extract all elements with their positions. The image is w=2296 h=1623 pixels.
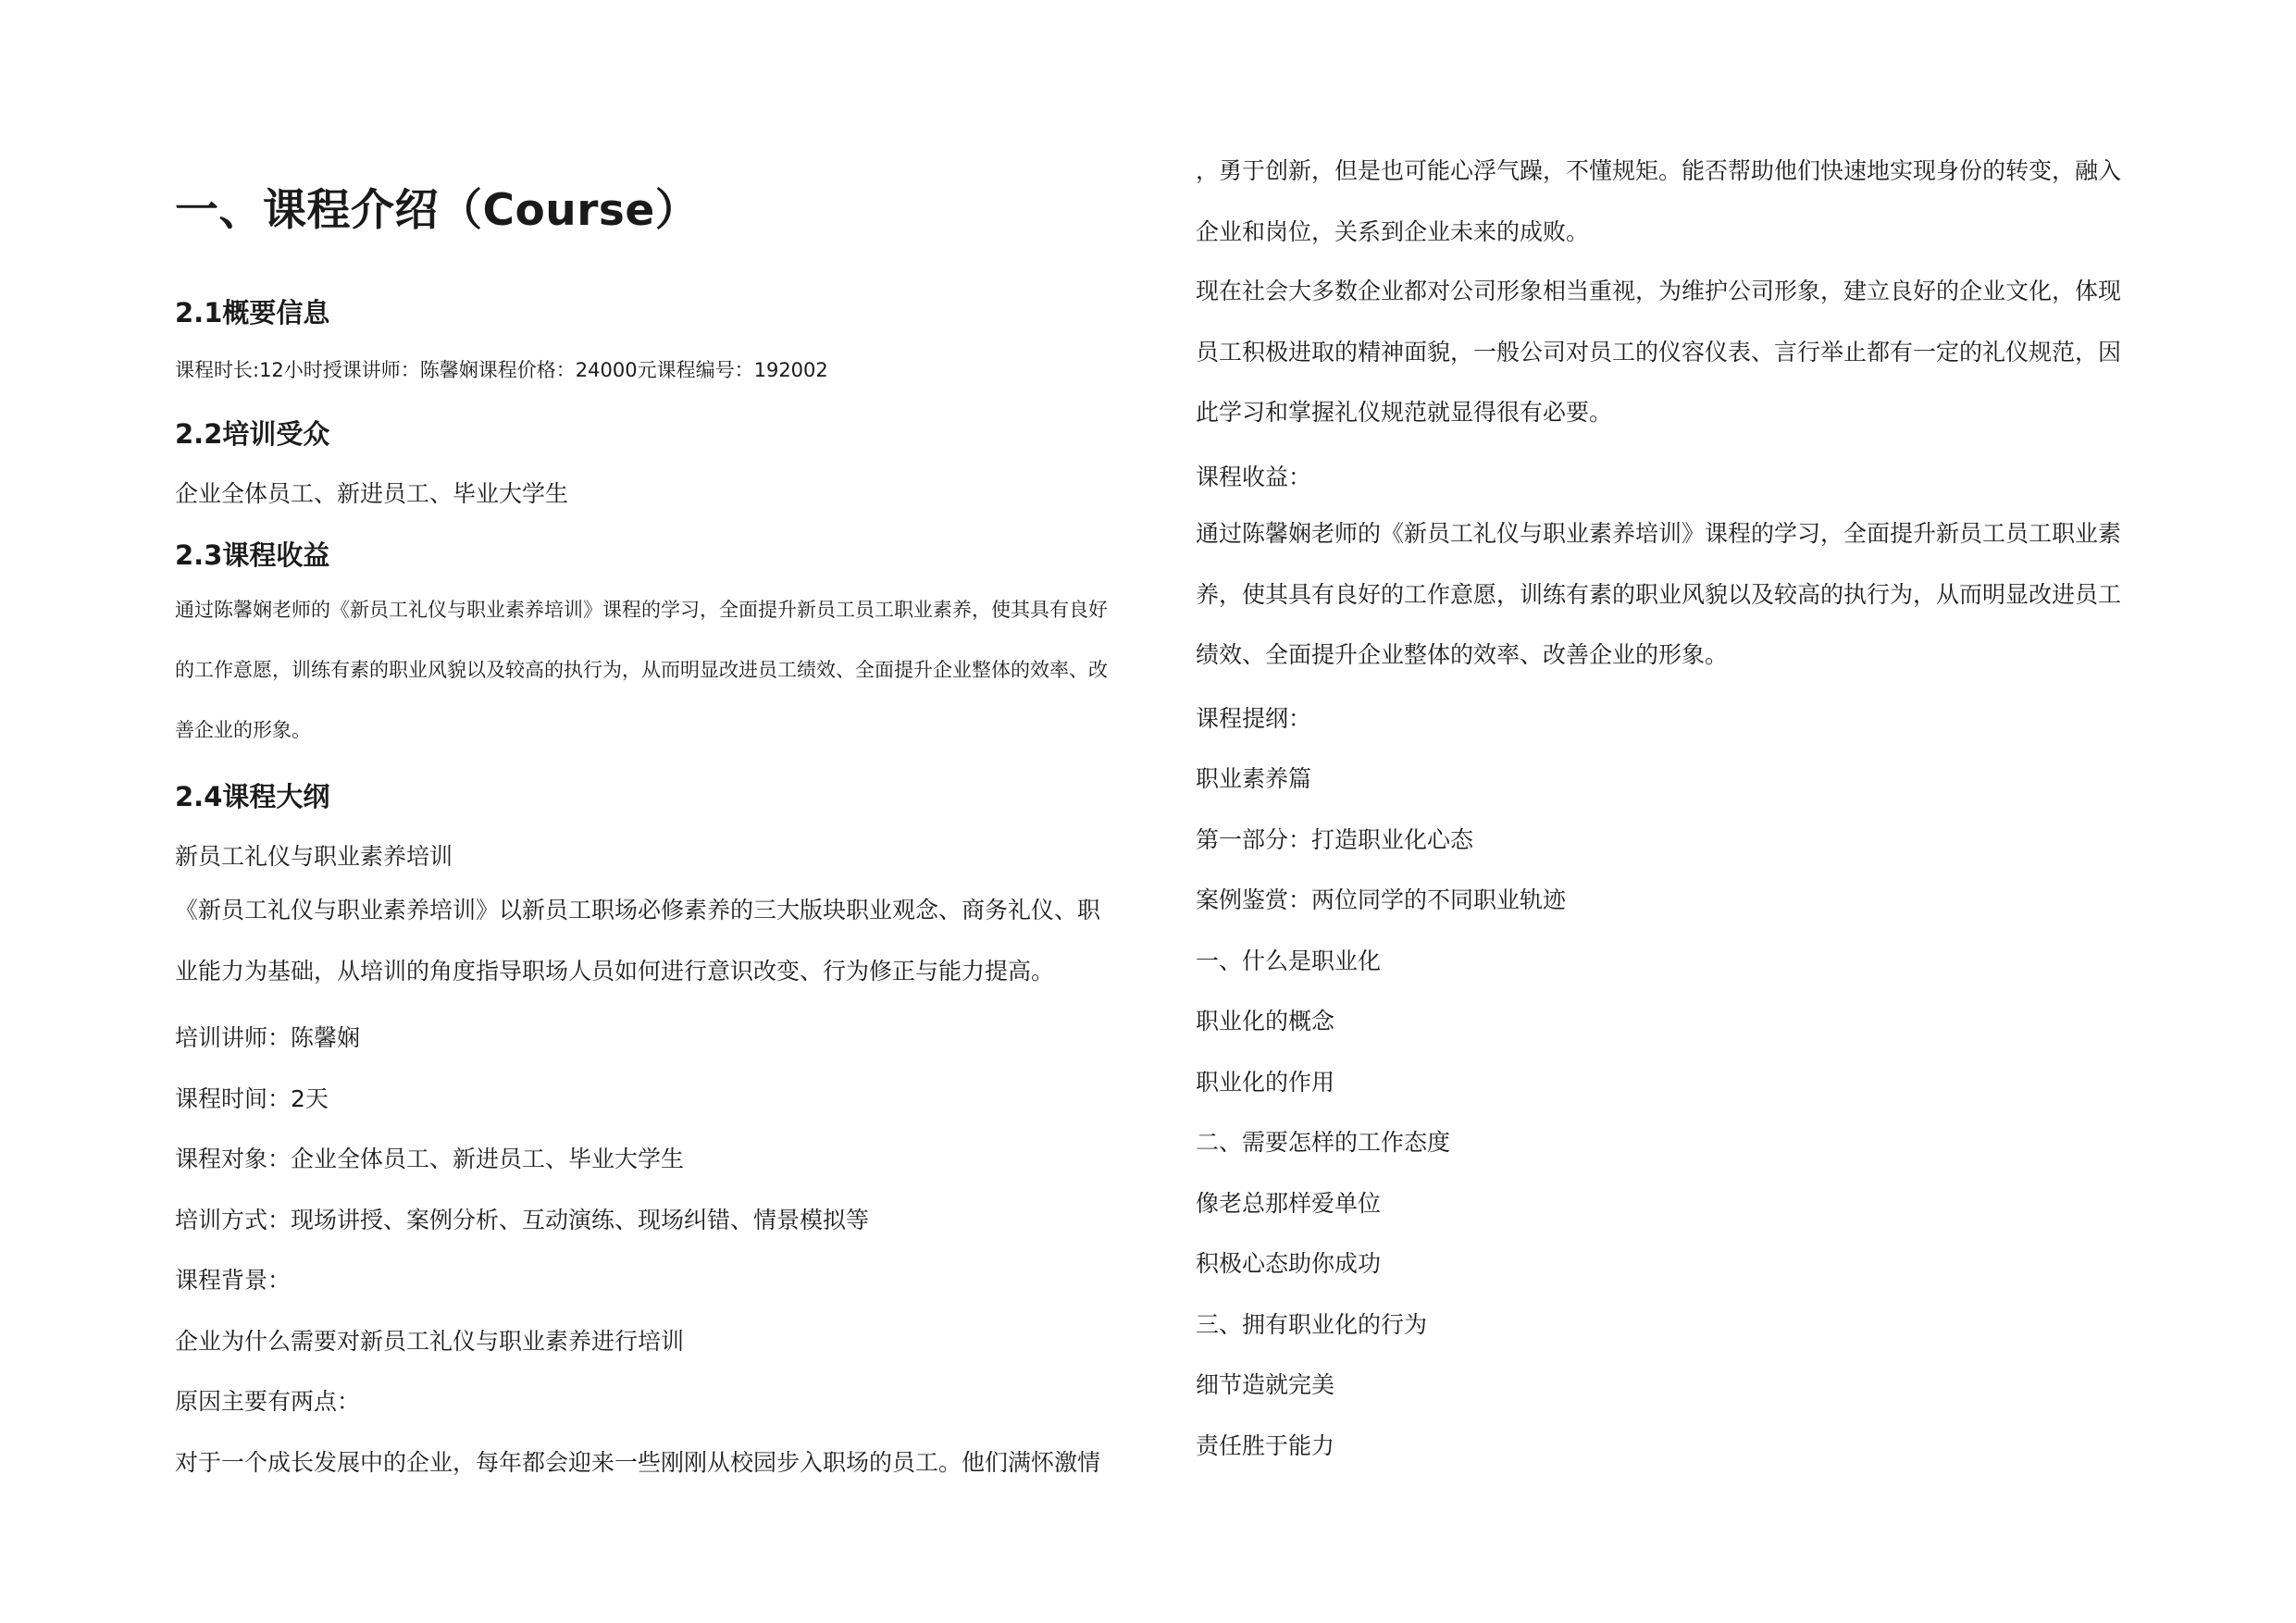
- paragraph-start: 对于一个成长发展中的企业，每年都会迎来一些刚刚从校园步入职场的员工。他们满怀激情: [175, 1449, 1101, 1476]
- outline-item: 二、需要怎样的工作态度: [1196, 1129, 1451, 1156]
- outline-item: 职业化的作用: [1196, 1069, 1335, 1096]
- outline-item: 职业化的概念: [1196, 1008, 1335, 1035]
- outline-item: 积极心态助你成功: [1196, 1250, 1382, 1277]
- outline-item: 第一部分：打造职业化心态: [1196, 826, 1474, 853]
- section-heading-2-4: 2.4课程大纲: [175, 781, 330, 812]
- section-heading-2-2: 2.2培训受众: [175, 418, 330, 450]
- section-heading-2-3: 2.3课程收益: [175, 539, 330, 571]
- why-line: 企业为什么需要对新员工礼仪与职业素养进行培训: [175, 1328, 685, 1355]
- course-name: 新员工礼仪与职业素养培训: [175, 843, 453, 870]
- outline-label: 课程提纲：: [1196, 705, 1312, 732]
- summary-info-line: 课程时长:12小时授课讲师：陈馨娴课程价格：24000元课程编号：192002: [175, 359, 828, 381]
- background-label: 课程背景：: [175, 1267, 292, 1294]
- outline-item: 一、什么是职业化: [1196, 948, 1382, 974]
- page-title: 一、课程介绍（Course）: [175, 185, 700, 236]
- course-intro-paragraph: 《新员工礼仪与职业素养培训》以新员工职场必修素养的三大版块职业观念、商务礼仪、职业能力为基础，从培训的角度指导职场人员如何进行意识改变、行为修正与能力提高。: [175, 897, 1101, 985]
- method-line: 培训方式：现场讲授、案例分析、互动演练、现场纠错、情景模拟等: [175, 1207, 870, 1233]
- benefit-paragraph-right: 通过陈馨娴老师的《新员工礼仪与职业素养培训》课程的学习，全面提升新员工员工职业素养，使其具有良好的工作意愿，训练有素的职业风貌以及较高的执行为，从而明显改进员工绩效、全面提升企业整体的效率、改善企业的形象。: [1196, 520, 2122, 668]
- section-heading-2-1: 2.1概要信息: [175, 297, 330, 328]
- trainer-line: 培训讲师：陈馨娴: [175, 1024, 361, 1051]
- outline-item: 职业素养篇: [1196, 765, 1312, 792]
- paragraph-continued: ，勇于创新，但是也可能心浮气躁，不懂规矩。能否帮助他们快速地实现身份的转变，融入企业和岗位，关系到企业未来的成败。: [1196, 157, 2122, 245]
- audience-text: 企业全体员工、新进员工、毕业大学生: [175, 480, 569, 507]
- audience-line: 课程对象：企业全体员工、新进员工、毕业大学生: [175, 1146, 685, 1172]
- outline-item: 三、拥有职业化的行为: [1196, 1311, 1428, 1338]
- duration-line: 课程时间：2天: [175, 1085, 329, 1112]
- benefit-label: 课程收益：: [1196, 464, 1312, 490]
- reasons-line: 原因主要有两点：: [175, 1388, 361, 1415]
- benefit-paragraph: 通过陈馨娴老师的《新员工礼仪与职业素养培训》课程的学习，全面提升新员工员工职业素养，使其具有良好的工作意愿，训练有素的职业风貌以及较高的执行为，从而明显改进员工绩效、全面提升企业整体的效率、改善企业的形象。: [175, 599, 1108, 741]
- outline-item: 像老总那样爱单位: [1196, 1190, 1382, 1217]
- company-image-paragraph: 现在社会大多数企业都对公司形象相当重视，为维护公司形象，建立良好的企业文化，体现员工积极进取的精神面貌，一般公司对员工的仪容仪表、言行举止都有一定的礼仪规范，因此学习和掌握礼仪规范就显得很有必要。: [1196, 278, 2122, 426]
- outline-item: 细节造就完美: [1196, 1371, 1335, 1398]
- outline-item: 责任胜于能力: [1196, 1432, 1335, 1459]
- outline-item: 案例鉴赏：两位同学的不同职业轨迹: [1196, 886, 1567, 913]
